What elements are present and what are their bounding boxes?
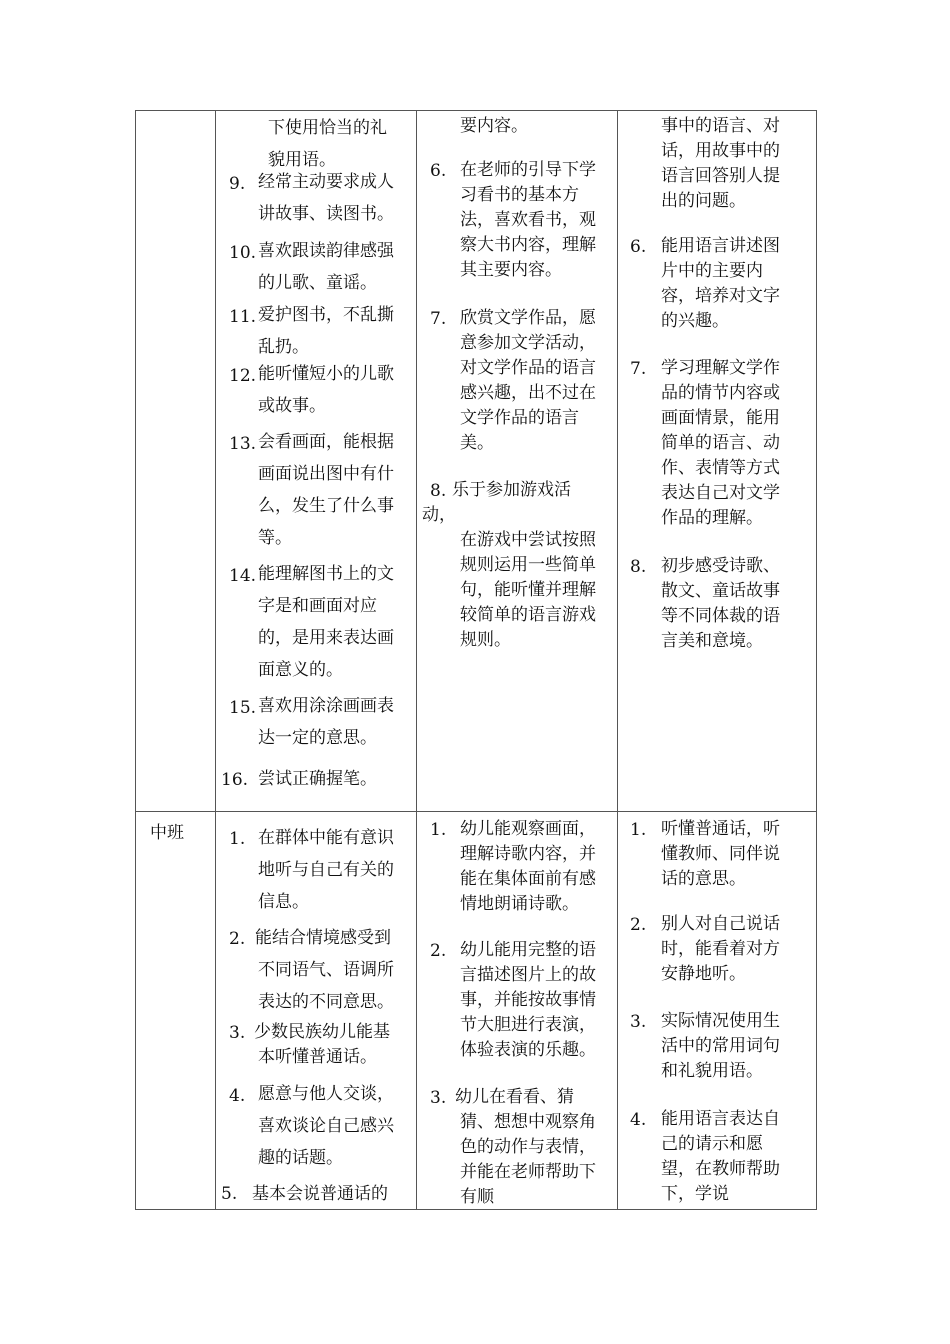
item-line: 言描述图片上的故 — [460, 965, 596, 985]
item-line: 等。 — [258, 528, 292, 548]
item-line: 色的动作与表情， — [460, 1137, 596, 1157]
item-line: 和礼貌用语。 — [661, 1061, 763, 1081]
item-line: 意参加文学活动， — [460, 333, 596, 353]
column-divider-1 — [215, 110, 216, 1210]
item-number: 2. — [229, 929, 246, 949]
list-item — [452, 478, 571, 503]
item-line: 能理解图书上的文 — [258, 564, 394, 584]
item-line: 爱护图书，不乱撕 — [258, 305, 394, 325]
item-line: 品的情节内容或 — [661, 383, 780, 403]
item-line: 能用语言表达自 — [661, 1109, 780, 1129]
item-number: 2. — [430, 941, 447, 961]
item-line: 有顺 — [460, 1187, 494, 1207]
item-line: 情地朗诵诗歌。 — [460, 894, 579, 914]
list-item — [661, 356, 780, 531]
item-line: 幼儿能用完整的语 — [460, 940, 596, 960]
item-line: 初步感受诗歌、 — [661, 556, 780, 576]
item-line: 在群体中能有意识 — [258, 828, 394, 848]
item-line: 地听与自己有关的 — [258, 860, 394, 880]
table-border-right — [816, 110, 817, 1210]
item-line: 喜欢谈论自己感兴 — [258, 1116, 394, 1136]
item-number: 4. — [229, 1086, 246, 1106]
item-line: 乱扔。 — [258, 337, 309, 357]
list-item — [258, 1078, 394, 1174]
list-item — [661, 1009, 780, 1084]
item-line: 活中的常用词句 — [661, 1036, 780, 1056]
item-line: 能用语言讲述图 — [661, 236, 780, 256]
item-line: 较简单的语言游戏 — [460, 605, 596, 625]
item-line: 事，并能按故事情 — [460, 990, 596, 1010]
list-item — [455, 1085, 596, 1210]
item-line: 言美和意境。 — [661, 631, 763, 651]
item-line: 其主要内容。 — [460, 260, 562, 280]
item-line: 的儿歌、童谣。 — [258, 273, 377, 293]
item-number: 1. — [430, 820, 447, 840]
item-line: 喜欢用涂涂画画表 — [258, 696, 394, 716]
item-line: 幼儿在看看、猜 — [455, 1087, 574, 1107]
item-line: 在游戏中尝试按照 — [460, 530, 596, 550]
row-divider — [135, 811, 817, 812]
item-line: 幼儿能观察画面， — [460, 819, 596, 839]
list-item — [258, 235, 394, 299]
item-line: 等不同体裁的语 — [661, 606, 780, 626]
item-line: 听懂普通话，听 — [661, 819, 780, 839]
item-line: 达一定的意思。 — [258, 728, 377, 748]
item-number: 3. — [430, 1088, 447, 1108]
item-number: 8. — [630, 557, 647, 577]
list-item — [460, 306, 596, 456]
list-item — [460, 817, 596, 917]
item-line: 实际情况使用生 — [661, 1011, 780, 1031]
item-line: 下，学说 — [661, 1184, 729, 1204]
item-line: 不同语气、语调所 — [258, 960, 394, 980]
table-border-left — [135, 110, 136, 1210]
item-line: 法，喜欢看书，观 — [460, 210, 596, 230]
item-line: 表达的不同意思。 — [258, 992, 394, 1012]
list-item — [661, 554, 780, 654]
item-line: 少数民族幼儿能基 — [254, 1022, 390, 1042]
item-number: 3. — [229, 1023, 246, 1043]
list-item — [460, 114, 528, 139]
item-number: 16. — [221, 770, 249, 790]
item-line: 话，用故事中的 — [661, 141, 780, 161]
item-number: 1. — [229, 829, 246, 849]
item-number: 14. — [229, 566, 257, 586]
item-line: 别人对自己说话 — [661, 914, 780, 934]
item-line: 在老师的引导下学 — [460, 160, 596, 180]
item-line: 懂教师、同伴说 — [661, 844, 780, 864]
list-item — [258, 358, 394, 422]
item-number: 5. — [221, 1184, 238, 1204]
list-item — [258, 690, 394, 754]
item-line: 节大胆进行表演， — [460, 1015, 596, 1035]
list-item — [661, 1107, 780, 1207]
item-line: 作、表情等方式 — [661, 458, 780, 478]
list-item — [422, 503, 456, 528]
item-line: 安静地听。 — [661, 964, 746, 984]
item-line: 作品的理解。 — [661, 508, 763, 528]
item-line: 貌用语。 — [268, 150, 336, 170]
list-item — [258, 426, 394, 554]
item-line: 能结合情境感受到 — [255, 928, 391, 948]
item-number: 12. — [229, 366, 257, 386]
item-line: 尝试正确握笔。 — [258, 769, 377, 789]
item-line: 能听懂短小的儿歌 — [258, 364, 394, 384]
item-line: 能在集体面前有感 — [460, 869, 596, 889]
item-line: 动， — [422, 505, 456, 525]
item-line: 的，是用来表达画 — [258, 628, 394, 648]
list-item — [460, 938, 596, 1063]
item-number: 15. — [229, 698, 257, 718]
item-line: 愿意与他人交谈， — [258, 1084, 394, 1104]
item-line: 讲故事、读图书。 — [258, 204, 394, 224]
list-item — [258, 763, 377, 795]
item-line: 的兴趣。 — [661, 311, 729, 331]
list-item — [661, 817, 780, 892]
item-line: 信息。 — [258, 892, 309, 912]
list-item — [258, 166, 394, 230]
item-number: 1. — [630, 820, 647, 840]
item-line: 或故事。 — [258, 396, 326, 416]
list-item — [460, 528, 596, 653]
list-item — [661, 234, 780, 334]
item-line: 乐于参加游戏活 — [452, 480, 571, 500]
item-line: 出的问题。 — [661, 191, 746, 211]
item-line: 简单的语言、动 — [661, 433, 780, 453]
item-line: 基本会说普通话的 — [252, 1184, 388, 1204]
item-line: 面意义的。 — [258, 660, 343, 680]
item-line: 语言回答别人提 — [661, 166, 780, 186]
grade-label: 中班 — [150, 823, 184, 843]
item-number: 7. — [630, 359, 647, 379]
item-number: 3. — [630, 1012, 647, 1032]
item-number: 4. — [630, 1110, 647, 1130]
item-line: 本听懂普通话。 — [258, 1047, 377, 1067]
item-line: 趣的话题。 — [258, 1148, 343, 1168]
item-line: 表达自己对文学 — [661, 483, 780, 503]
list-item — [252, 1184, 388, 1204]
item-number: 7. — [430, 309, 447, 329]
item-line: 规则运用一些简单 — [460, 555, 596, 575]
item-line: 会看画面，能根据 — [258, 432, 394, 452]
item-number: 6. — [430, 161, 447, 181]
list-item — [258, 822, 394, 918]
column-divider-2 — [416, 110, 417, 1210]
item-line: 片中的主要内 — [661, 261, 763, 281]
item-line: 画面情景，能用 — [661, 408, 780, 428]
item-number: 13. — [229, 434, 257, 454]
item-line: 画面说出图中有什 — [258, 464, 394, 484]
item-line: 习看书的基本方 — [460, 185, 579, 205]
list-item — [254, 1020, 390, 1070]
item-line: 事中的语言、对 — [661, 116, 780, 136]
item-number: 8. — [430, 481, 447, 501]
item-line: 理解诗歌内容，并 — [460, 844, 596, 864]
item-line: 要内容。 — [460, 116, 528, 136]
item-number: 10. — [229, 243, 257, 263]
list-item — [268, 112, 387, 144]
column-divider-3 — [617, 110, 618, 1210]
item-line: 经常主动要求成人 — [258, 172, 394, 192]
list-item — [661, 912, 780, 987]
item-number: 2. — [630, 915, 647, 935]
item-line: 时，能看着对方 — [661, 939, 780, 959]
list-item — [258, 299, 394, 363]
item-line: 规则。 — [460, 630, 511, 650]
item-line: 句，能听懂并理解 — [460, 580, 596, 600]
item-line: 容，培养对文字 — [661, 286, 780, 306]
list-item — [255, 922, 394, 1018]
item-line: 学习理解文学作 — [661, 358, 780, 378]
item-line: 话的意思。 — [661, 869, 746, 889]
list-item — [460, 158, 596, 283]
item-line: 欣赏文学作品，愿 — [460, 308, 596, 328]
item-line: 美。 — [460, 433, 494, 453]
item-line: 猜、想想中观察角 — [460, 1112, 596, 1132]
item-number: 9. — [229, 174, 246, 194]
list-item — [258, 558, 394, 686]
item-line: 察大书内容，理解 — [460, 235, 596, 255]
list-item — [661, 114, 780, 214]
table-border-top — [135, 110, 817, 111]
item-number: 6. — [630, 237, 647, 257]
item-line: 下使用恰当的礼 — [268, 118, 387, 138]
item-number: 11. — [229, 307, 257, 327]
item-line: 散文、童话故事 — [661, 581, 780, 601]
item-line: 字是和画面对应 — [258, 596, 377, 616]
item-line: 么，发生了什么事 — [258, 496, 394, 516]
item-line: 喜欢跟读韵律感强 — [258, 241, 394, 261]
item-line: 己的请示和愿 — [661, 1134, 763, 1154]
item-line: 感兴趣，出不过在 — [460, 383, 596, 403]
item-line: 望，在教师帮助 — [661, 1159, 780, 1179]
item-line: 体验表演的乐趣。 — [460, 1040, 596, 1060]
item-line: 文学作品的语言 — [460, 408, 579, 428]
item-line: 并能在老师帮助下 — [460, 1162, 596, 1182]
item-line: 对文学作品的语言 — [460, 358, 596, 378]
